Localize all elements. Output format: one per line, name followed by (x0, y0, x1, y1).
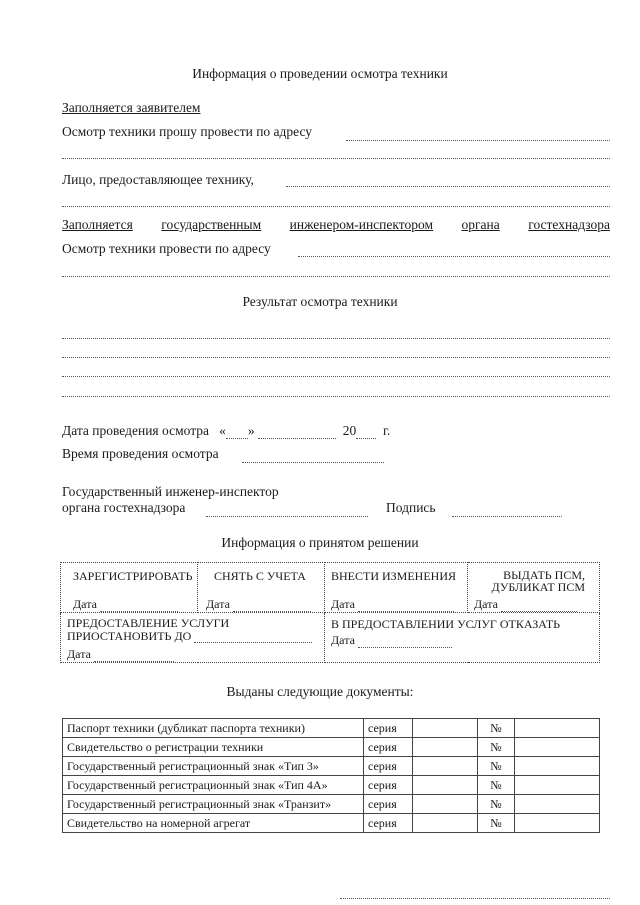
document-name: Государственный регистрационный знак «Тип 3» (63, 757, 364, 776)
suspend-date-field[interactable] (94, 661, 174, 662)
inspector-address-line[interactable] (298, 256, 610, 257)
number-field[interactable] (515, 757, 600, 776)
inspector-header (62, 217, 610, 233)
applicant-person-label: Лицо, предоставляющее технику, (62, 172, 254, 187)
inspector-header-word: органа (461, 217, 500, 232)
series-label: серия (364, 757, 413, 776)
suspend-line2: ПРИОСТАНОВИТЬ ДО (67, 629, 192, 643)
series-field[interactable] (413, 757, 478, 776)
documents-title: Выданы следующие документы: (226, 684, 414, 699)
document-name: Свидетельство о регистрации техники (63, 738, 364, 757)
number-label: № (478, 738, 515, 757)
issue-psm-line2: ДУБЛИКАТ ПСМ (491, 580, 585, 594)
table-row (63, 757, 600, 776)
inspector-header-word: инженером-инспектором (289, 217, 434, 232)
refuse-label: В ПРЕДОСТАВЛЕНИИ УСЛУГ ОТКАЗАТЬ (331, 617, 561, 631)
number-label: № (478, 776, 515, 795)
register-date-field[interactable] (100, 611, 178, 612)
number-label: № (478, 814, 515, 833)
suspend-line1: ПРЕДОСТАВЛЕНИЕ УСЛУГИ (67, 616, 230, 630)
suspend-until-field[interactable] (194, 642, 312, 643)
inspector-title-2: органа гостехнадзора (62, 500, 186, 515)
inspection-month-field[interactable] (258, 438, 336, 439)
deregister-date-field[interactable] (233, 611, 311, 612)
table-row (63, 776, 600, 795)
series-label: серия (364, 719, 413, 738)
series-label: серия (364, 738, 413, 757)
result-line-3[interactable] (62, 376, 610, 377)
issue-psm-date-field[interactable] (501, 611, 577, 612)
inspector-header-word: гостехнадзора (528, 217, 610, 232)
quote-open: « (219, 423, 226, 438)
inspector-header-word: Заполняется (62, 217, 133, 232)
refuse-date-field[interactable] (358, 647, 452, 648)
applicant-person-line[interactable] (286, 186, 610, 187)
applicant-address-label: Осмотр техники прошу провести по адресу (62, 124, 313, 139)
issue-psm-line1: ВЫДАТЬ ПСМ, (503, 568, 585, 582)
date-label: Дата (474, 597, 498, 611)
form-title: Информация о проведении осмотра техники (192, 66, 448, 81)
number-field[interactable] (515, 776, 600, 795)
result-line-1[interactable] (62, 338, 610, 339)
applicant-address-line[interactable] (346, 140, 610, 141)
table-row (63, 719, 600, 738)
series-field[interactable] (413, 814, 478, 833)
year-suffix: г. (383, 423, 391, 438)
inspector-address-label: Осмотр техники провести по адресу (62, 241, 271, 256)
applicant-address-line-2[interactable] (62, 158, 610, 159)
inspection-time-line[interactable] (242, 462, 384, 463)
date-label: Дата (331, 633, 355, 647)
applicant-header: Заполняется заявителем (62, 100, 201, 115)
series-field[interactable] (413, 776, 478, 795)
number-label: № (478, 719, 515, 738)
signature-line[interactable] (452, 516, 562, 517)
decision-table (60, 562, 600, 663)
number-field[interactable] (515, 795, 600, 814)
footer-rule (340, 898, 610, 899)
number-field[interactable] (515, 814, 600, 833)
inspector-name-line[interactable] (206, 516, 368, 517)
signature-label: Подпись (386, 500, 436, 515)
year-prefix: 20 (342, 423, 357, 438)
quote-close: » (247, 423, 255, 438)
decision-changes-label: ВНЕСТИ ИЗМЕНЕНИЯ (331, 569, 457, 583)
series-field[interactable] (413, 719, 478, 738)
series-label: серия (364, 814, 413, 833)
table-row (63, 795, 600, 814)
number-label: № (478, 795, 515, 814)
series-label: серия (364, 795, 413, 814)
inspection-time-label: Время проведения осмотра (62, 446, 219, 461)
date-label: Дата (206, 597, 230, 611)
inspection-date-row (62, 423, 390, 439)
series-label: серия (364, 776, 413, 795)
inspection-year-field[interactable] (356, 438, 376, 439)
result-line-4[interactable] (62, 396, 610, 397)
decision-register-label: ЗАРЕГИСТРИРОВАТЬ (73, 569, 193, 583)
inspector-address-line-2[interactable] (62, 276, 610, 277)
number-field[interactable] (515, 719, 600, 738)
applicant-person-line-2[interactable] (62, 206, 610, 207)
date-label: Дата (73, 597, 97, 611)
date-label: Дата (67, 647, 91, 661)
document-name: Паспорт техники (дубликат паспорта техники) (63, 719, 364, 738)
document-name: Государственный регистрационный знак «Транзит» (63, 795, 364, 814)
date-label: Дата (331, 597, 355, 611)
series-field[interactable] (413, 795, 478, 814)
inspector-title-1: Государственный инженер-инспектор (62, 484, 279, 499)
inspection-date-label: Дата проведения осмотра (62, 423, 210, 438)
number-label: № (478, 757, 515, 776)
document-name: Свидетельство на номерной агрегат (63, 814, 364, 833)
table-row (63, 814, 600, 833)
decision-title: Информация о принятом решении (221, 535, 419, 550)
changes-date-field[interactable] (358, 611, 454, 612)
series-field[interactable] (413, 738, 478, 757)
inspector-header-word: государственным (161, 217, 262, 232)
number-field[interactable] (515, 738, 600, 757)
table-row (63, 738, 600, 757)
inspection-day-field[interactable] (226, 438, 248, 439)
document-name: Государственный регистрационный знак «Тип 4А» (63, 776, 364, 795)
decision-deregister-label: СНЯТЬ С УЧЕТА (214, 569, 306, 583)
documents-table (62, 718, 600, 833)
result-line-2[interactable] (62, 357, 610, 358)
result-title: Результат осмотра техники (242, 294, 398, 309)
